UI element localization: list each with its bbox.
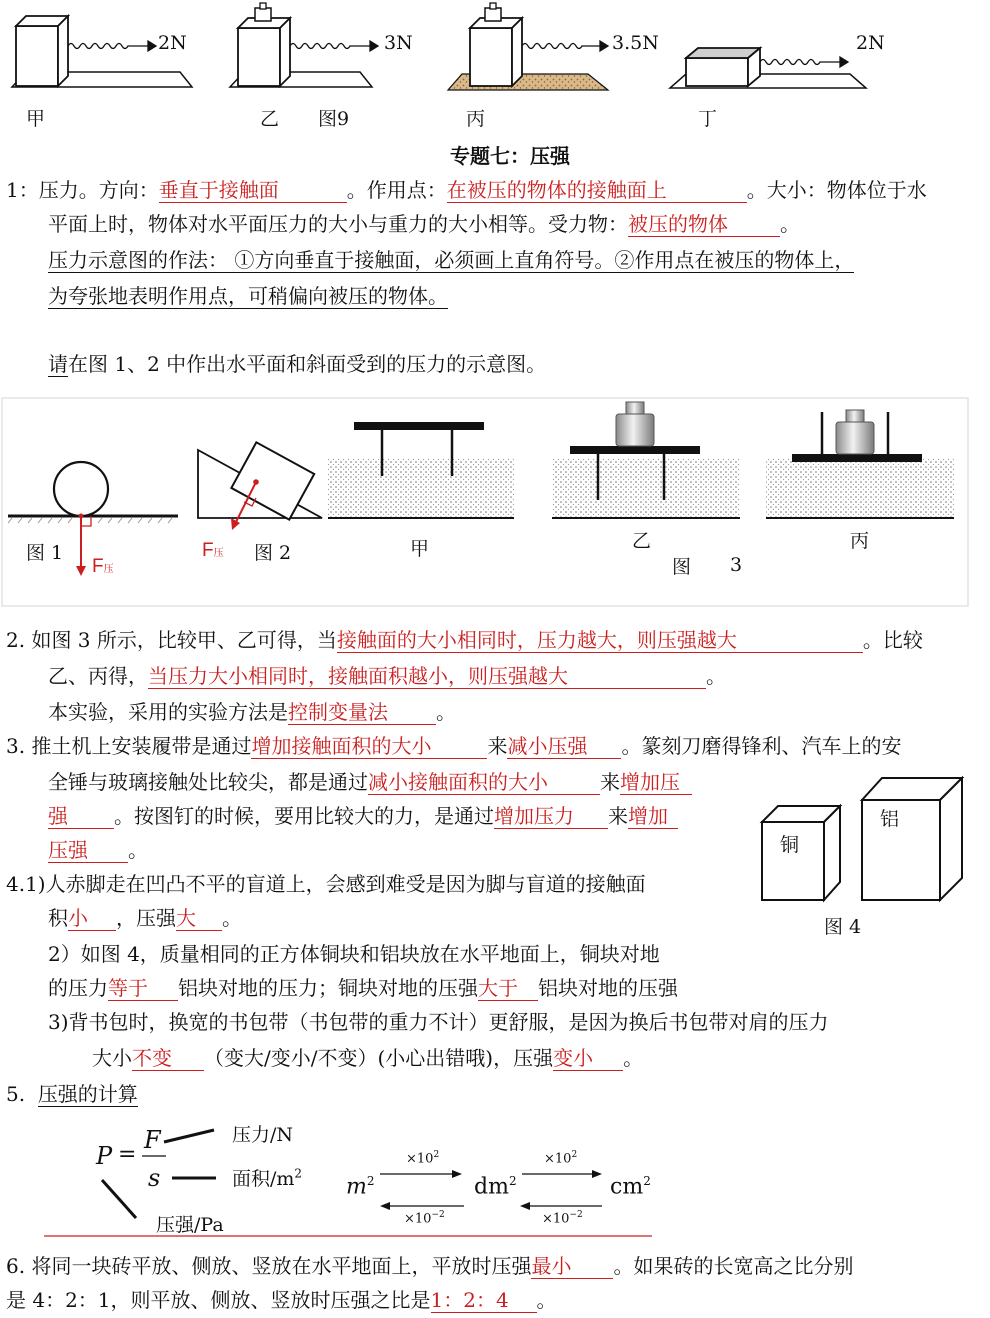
s3-text-h: 。 <box>128 838 148 862</box>
s4-text-j: 大小 <box>92 1046 132 1070</box>
s1-line2-b: 。 <box>780 212 800 236</box>
formula-eq: = <box>118 1142 137 1167</box>
s3-answer-4b: 强 <box>48 804 114 829</box>
s2-line2 <box>48 662 726 690</box>
formula-area-unit-text: 面积/m <box>232 1168 295 1190</box>
s1-method-text-2: 为夸张地表明作用点，可稍偏向被压的物体。 <box>48 284 448 308</box>
fig4-aluminum-label: 铝 <box>880 808 900 830</box>
fig9-label-bing: 丙 <box>466 108 486 130</box>
s4-text-i: 3)背书包时，换宽的书包带（书包带的重力不计）更舒服，是因为换后书包带对肩的压力 <box>48 1010 829 1034</box>
unit-cm2 <box>610 1174 651 1199</box>
s3-answer-1: 增加接触面积的大小 <box>251 734 487 759</box>
s2-text-c: 乙、丙得， <box>48 664 148 688</box>
fig2-force-F: F <box>202 540 214 561</box>
s1-task <box>48 350 546 378</box>
s2-text-a: 2. 如图 3 所示，比较甲、乙可得，当 <box>6 628 337 652</box>
s6-answer-1: 最小 <box>531 1254 613 1279</box>
s4-text-f: 的压力 <box>48 976 108 1000</box>
s3-text-e: 来 <box>600 770 620 794</box>
conv-up-2-exp: 2 <box>571 1150 578 1160</box>
formula-pressure-unit: 压强/Pa <box>156 1214 224 1236</box>
fig4-caption: 图 4 <box>824 916 862 938</box>
figure-9 <box>0 0 990 100</box>
s2-answer-method: 控制变量法 <box>288 700 436 725</box>
s1-line3 <box>48 246 854 274</box>
s4-text-e: 2）如图 4，质量相同的正方体铜块和铝块放在水平地面上，铜块对地 <box>48 942 660 966</box>
s6-line1 <box>6 1252 853 1280</box>
s3-text-g: 来 <box>608 804 628 828</box>
conv-down-2-exp: −2 <box>569 1210 583 1220</box>
s1-task-b: 在图 1、2 中作出水平面和斜面受到的压力的示意图。 <box>68 352 547 376</box>
fig9-label-jia: 甲 <box>26 108 46 130</box>
s2-answer-1: 接触面的大小相同时，压力越大，则压强越大 <box>337 628 863 653</box>
fig9-setup-ding <box>670 48 866 88</box>
formula-P: P <box>96 1142 113 1170</box>
conv-down-2-base: ×10 <box>542 1211 570 1227</box>
unit-m2-base: m <box>346 1174 367 1200</box>
s1-answer-direction: 垂直于接触面 <box>159 178 347 203</box>
fig4-copper-label: 铜 <box>780 834 800 856</box>
aluminum-cube <box>862 778 962 900</box>
s1-line2 <box>48 210 800 238</box>
s4-text-c: ，压强 <box>116 906 176 930</box>
formula-F: F <box>144 1126 161 1154</box>
s5-heading <box>6 1080 138 1108</box>
s4-answer-5: 不变 <box>132 1046 204 1071</box>
fig9-force-yi: 3N <box>384 32 413 54</box>
fig3-label-bing: 丙 <box>850 530 870 552</box>
s3-answer-6: 增加 <box>628 804 678 829</box>
s3-line2 <box>48 768 692 796</box>
fig9-setup-bing <box>448 3 608 90</box>
conv-up-1 <box>406 1150 439 1166</box>
conv-up-2-base: ×10 <box>544 1151 572 1167</box>
fig9-label-yi: 乙 <box>260 108 280 130</box>
s1-task-a: 请 <box>48 352 68 376</box>
conv-up-1-base: ×10 <box>406 1151 434 1167</box>
s4-answer-2: 大 <box>176 906 222 931</box>
s1-line1 <box>6 176 927 204</box>
unit-dm2-base: dm <box>474 1174 509 1200</box>
s3-text-c: 。篆刻刀磨得锋利、汽车上的安 <box>621 734 902 758</box>
s1-line2-a: 平面上时，物体对水平面压力的大小与重力的大小相等。受力物： <box>48 212 628 236</box>
s6-text-a: 6. 将同一块砖平放、侧放、竖放在水平地面上，平放时压强 <box>6 1254 532 1278</box>
s3-line3 <box>48 802 678 830</box>
s3-line4 <box>48 836 148 864</box>
s4-text-l: 。 <box>623 1046 644 1070</box>
s6-text-c: 是 4：2：1，则平放、侧放、竖放时压强之比是 <box>6 1288 431 1312</box>
s1-text-c: 。大小：物体位于水 <box>746 178 927 202</box>
s2-answer-2: 当压力大小相同时，接触面积越小，则压强越大 <box>148 664 706 689</box>
s3-answer-6b: 压强 <box>48 838 128 863</box>
s1-method-text: 压力示意图的作法： ①方向垂直于接触面，必须画上直角符号。②作用点在被压的物体上， <box>48 248 855 272</box>
fig2-force-label <box>202 540 224 562</box>
s6-answer-2: 1：2：4 <box>431 1288 537 1313</box>
s1-num: 1： <box>6 178 39 202</box>
fig9-force-ding: 2N <box>856 32 885 54</box>
s4-answer-1: 小 <box>68 906 116 931</box>
fig3-caption: 图 <box>672 556 692 578</box>
conv-down-1-exp: −2 <box>431 1210 445 1220</box>
s4-text-k: （变大/变小/不变）(小心出错哦)，压强 <box>204 1046 554 1070</box>
fig9-caption: 图9 <box>318 108 350 130</box>
fig9-label-ding: 丁 <box>698 108 718 130</box>
unit-dm2 <box>474 1174 517 1199</box>
conv-down-1 <box>404 1210 445 1226</box>
formula-s: s <box>148 1164 161 1192</box>
s2-line3 <box>48 698 456 726</box>
conv-down-2 <box>542 1210 583 1226</box>
unit-m2-sup: 2 <box>366 1174 375 1188</box>
s2-line1 <box>6 626 923 654</box>
unit-dm2-sup: 2 <box>508 1174 517 1188</box>
s6-line2 <box>6 1286 557 1314</box>
unit-cm2-base: cm <box>610 1174 644 1200</box>
s1-answer-receiver: 被压的物体 <box>628 212 780 237</box>
s3-answer-5: 增加压力 <box>494 804 608 829</box>
s3-line1 <box>6 732 901 760</box>
s4-line3 <box>48 940 660 968</box>
s4-line1 <box>6 870 646 898</box>
conv-down-1-base: ×10 <box>404 1211 432 1227</box>
s6-text-b: 。如果砖的长宽高之比分别 <box>613 1254 854 1278</box>
s4-text-h: 铝块对地的压强 <box>538 976 678 1000</box>
s4-answer-3: 等于 <box>108 976 178 1001</box>
s3-answer-4: 增加压 <box>620 770 692 795</box>
unit-m2 <box>346 1174 375 1199</box>
fig9-force-bing: 3.5N <box>612 32 659 54</box>
s3-answer-3: 减小接触面积的大小 <box>368 770 600 795</box>
s4-text-g: 铝块对地的压力；铜块对地的压强 <box>178 976 478 1000</box>
s2-text-e: 本实验，采用的实验方法是 <box>48 700 288 724</box>
s4-line5 <box>48 1008 829 1036</box>
section-title: 专题七：压强 <box>450 144 570 168</box>
s4-line2 <box>48 904 242 932</box>
s2-text-b: 。比较 <box>862 628 923 652</box>
s2-text-d: 。 <box>706 664 726 688</box>
conv-up-2 <box>544 1150 577 1166</box>
s1-text-a: 压力。方向： <box>38 178 159 202</box>
s4-text-b: 积 <box>48 906 68 930</box>
formula-force-unit: 压力/N <box>232 1124 294 1146</box>
s4-answer-6: 变小 <box>553 1046 623 1071</box>
s6-text-d: 。 <box>536 1288 557 1312</box>
fig3-label-yi: 乙 <box>632 530 652 552</box>
copper-cube <box>762 806 840 900</box>
unit-cm2-sup: 2 <box>643 1174 651 1188</box>
s5-num: 5. <box>6 1082 26 1106</box>
s4-line6 <box>92 1044 643 1072</box>
fig1-force-sub: 压 <box>103 564 114 575</box>
s1-line4 <box>48 282 448 310</box>
s4-text-d: 。 <box>222 906 242 930</box>
fig1-force-F: F <box>92 556 104 577</box>
formula-area-unit <box>232 1164 302 1191</box>
s4-answer-4: 大于 <box>478 976 538 1001</box>
s3-text-d: 全锤与玻璃接触处比较尖，都是通过 <box>48 770 368 794</box>
s4-text-a: 4.1)人赤脚走在凹凸不平的盲道上，会感到难受是因为脚与盲道的接触面 <box>6 872 646 896</box>
s1-text-b: 。作用点： <box>346 178 447 202</box>
figure-1-2-3-panel <box>0 396 990 610</box>
fig3-caption-num: 3 <box>730 554 743 576</box>
s3-text-f: 。按图钉的时候，要用比较大的力，是通过 <box>114 804 494 828</box>
conv-up-1-exp: 2 <box>433 1150 440 1160</box>
s3-answer-2: 减小压强 <box>507 734 621 759</box>
fig2-caption: 图 2 <box>254 542 292 564</box>
s1-answer-point: 在被压的物体的接触面上 <box>447 178 747 203</box>
formula-area-sup: 2 <box>294 1166 303 1181</box>
s5-title: 压强的计算 <box>37 1082 138 1106</box>
fig9-force-jia: 2N <box>158 32 187 54</box>
fig9-setup-yi <box>230 3 378 87</box>
s4-line4 <box>48 974 678 1002</box>
fig1-caption: 图 1 <box>26 542 64 564</box>
s2-text-f: 。 <box>436 700 456 724</box>
fig1-force-label <box>92 556 114 578</box>
fig3-label-jia: 甲 <box>410 538 430 560</box>
s3-text-a: 3. 推土机上安装履带是通过 <box>6 734 252 758</box>
fig2-force-sub: 压 <box>213 548 224 559</box>
s3-text-b: 来 <box>487 734 508 758</box>
